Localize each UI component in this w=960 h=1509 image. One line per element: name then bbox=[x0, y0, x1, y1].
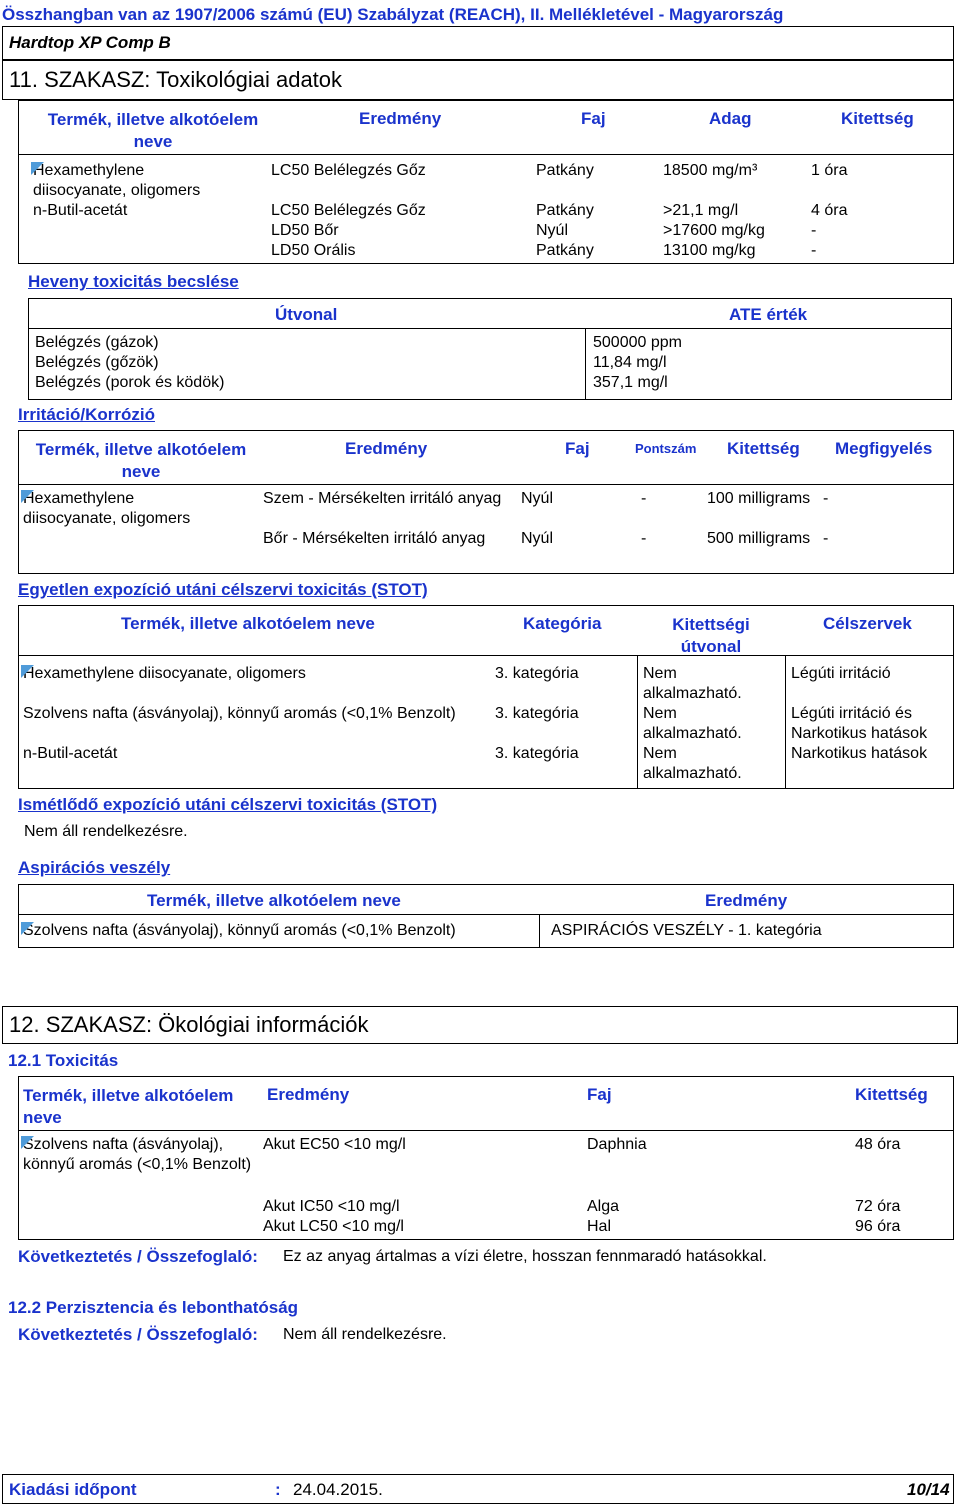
dose-row-1: 18500 mg/m³ bbox=[663, 162, 758, 179]
exposure-row-1: 1 óra bbox=[811, 162, 848, 179]
dose-row-3: >17600 mg/kg bbox=[663, 222, 765, 239]
toxicity-title: 12.1 Toxicitás bbox=[8, 1051, 119, 1070]
ate-title: Heveny toxicitás becslése bbox=[28, 272, 239, 291]
irritation-header-species: Faj bbox=[565, 439, 590, 458]
exposure-row-4: - bbox=[811, 242, 817, 259]
section-12-title: 12. SZAKASZ: Ökológiai információk bbox=[9, 1012, 369, 1037]
ate-table bbox=[28, 298, 952, 400]
component-hdi-oligomers: Hexamethylene diisocyanate, oligomers bbox=[33, 161, 223, 201]
irritation-score-1: - bbox=[641, 490, 647, 507]
stot-component-naphtha: Szolvens nafta (ásványolaj), könnyű aromás (<0,1% Benzolt) bbox=[23, 705, 456, 722]
aspiration-header-component: Termék, illetve alkotóelem neve bbox=[147, 891, 401, 910]
stot-route-2: Nem alkalmazható. bbox=[643, 705, 742, 742]
product-name: Hardtop XP Comp B bbox=[9, 33, 171, 52]
page-number: 10/14 bbox=[907, 1480, 950, 1499]
aspiration-component: Szolvens nafta (ásványolaj), könnyű aromás (<0,1% Benzolt) bbox=[23, 921, 957, 941]
stot-repeat-text: Nem áll rendelkezésre. bbox=[24, 823, 188, 840]
irritation-table bbox=[18, 430, 954, 574]
ate-value-vapour: 11,84 mg/l bbox=[593, 354, 667, 371]
stot-target-2a: Légúti irritáció és bbox=[791, 705, 912, 722]
eco-result-3: Akut LC50 <10 mg/l bbox=[263, 1218, 404, 1235]
irritation-header-observation: Megfigyelés bbox=[835, 439, 933, 458]
stot-route-3: Nem alkalmazható. bbox=[643, 745, 742, 782]
aspiration-table bbox=[18, 884, 954, 948]
result-row-4: LD50 Orális bbox=[271, 242, 356, 259]
stot-target-2b: Narkotikus hatások bbox=[791, 725, 928, 742]
eco-component: Szolvens nafta (ásványolaj), könnyű aromás (<0,1% Benzolt) bbox=[23, 1136, 252, 1173]
eco-header-result: Eredmény bbox=[267, 1085, 350, 1104]
aspiration-result: ASPIRÁCIÓS VESZÉLY - 1. kategória bbox=[551, 922, 822, 939]
product-header-box bbox=[2, 26, 954, 60]
irritation-observation-2: - bbox=[823, 530, 829, 547]
regulation-title: Összhangban van az 1907/2006 számú (EU) Szabályzat (REACH), II. Mellékletével - Magyarország bbox=[2, 5, 784, 24]
persistence-conclusion-label: Következtetés / Összefoglaló: bbox=[18, 1325, 258, 1344]
species-row-4: Patkány bbox=[536, 242, 594, 259]
irritation-header-exposure: Kitettség bbox=[727, 439, 800, 458]
footer-date: 24.04.2015. bbox=[293, 1480, 383, 1499]
dose-row-4: 13100 mg/kg bbox=[663, 242, 756, 259]
ate-value-dust: 357,1 mg/l bbox=[593, 374, 668, 391]
stot-target-1: Légúti irritáció bbox=[791, 665, 891, 682]
component-n-butyl-acetate: n-Butil-acetát bbox=[33, 202, 128, 219]
stot-component-hdi: Hexamethylene diisocyanate, oligomers bbox=[23, 664, 957, 684]
stot-repeat-title: Ismétlődő expozíció utáni célszervi toxicitás (STOT) bbox=[18, 795, 438, 814]
stot-single-table bbox=[18, 605, 954, 789]
stot-header-category: Kategória bbox=[523, 614, 602, 633]
result-row-3: LD50 Bőr bbox=[271, 222, 339, 239]
section-11-title: 11. SZAKASZ: Toxikológiai adatok bbox=[9, 67, 343, 92]
exposure-row-2: 4 óra bbox=[811, 202, 848, 219]
column-header-dose: Adag bbox=[709, 109, 752, 128]
column-header-exposure: Kitettség bbox=[841, 109, 914, 128]
persistence-title: 12.2 Perzisztencia és lebonthatóság bbox=[8, 1298, 299, 1317]
footer-date-label: Kiadási időpont bbox=[9, 1480, 137, 1499]
persistence-conclusion-text: Nem áll rendelkezésre. bbox=[283, 1326, 447, 1343]
irritation-species-1: Nyúl bbox=[521, 490, 554, 507]
irritation-observation-1: - bbox=[823, 490, 829, 507]
footer bbox=[2, 1474, 954, 1504]
ate-value-gas: 500000 ppm bbox=[593, 334, 682, 351]
column-header-species: Faj bbox=[581, 109, 606, 128]
stot-category-1: 3. kategória bbox=[495, 665, 579, 682]
species-row-3: Nyúl bbox=[536, 222, 569, 239]
irritation-component: Hexamethylene diisocyanate, oligomers bbox=[23, 489, 229, 529]
ate-header-route: Útvonal bbox=[275, 305, 338, 324]
stot-target-3: Narkotikus hatások bbox=[791, 745, 928, 762]
ate-route-gas: Belégzés (gázok) bbox=[35, 334, 159, 351]
irritation-result-eye: Szem - Mérsékelten irritáló anyag bbox=[263, 490, 502, 507]
irritation-species-2: Nyúl bbox=[521, 530, 554, 547]
ate-route-dust: Belégzés (porok és ködök) bbox=[35, 374, 225, 391]
eco-exposure-1: 48 óra bbox=[855, 1136, 901, 1153]
irritation-result-skin: Bőr - Mérsékelten irritáló anyag bbox=[263, 530, 486, 547]
eco-species-2: Alga bbox=[587, 1198, 620, 1215]
section-11-header bbox=[2, 60, 954, 100]
footer-colon: : bbox=[275, 1480, 281, 1499]
eco-species-3: Hal bbox=[587, 1218, 612, 1235]
result-row-1: LC50 Belélegzés Gőz bbox=[271, 162, 426, 179]
aspiration-title: Aspirációs veszély bbox=[18, 858, 171, 877]
acute-toxicity-table bbox=[18, 100, 954, 264]
eco-exposure-3: 96 óra bbox=[855, 1218, 901, 1235]
irritation-header-score: Pontszám bbox=[635, 441, 697, 456]
irritation-title: Irritáció/Korrózió bbox=[18, 405, 155, 424]
irritation-exposure-1: 100 milligrams bbox=[707, 490, 811, 507]
eco-exposure-2: 72 óra bbox=[855, 1198, 901, 1215]
stot-header-target: Célszervek bbox=[823, 614, 912, 633]
eco-species-1: Daphnia bbox=[587, 1136, 647, 1153]
stot-category-3: 3. kategória bbox=[495, 745, 579, 762]
result-row-2: LC50 Belélegzés Gőz bbox=[271, 202, 426, 219]
irritation-header-result: Eredmény bbox=[345, 439, 428, 458]
eco-header-species: Faj bbox=[587, 1085, 612, 1104]
eco-result-2: Akut IC50 <10 mg/l bbox=[263, 1198, 400, 1215]
dose-row-2: >21,1 mg/l bbox=[663, 202, 739, 219]
ate-header-row bbox=[29, 299, 951, 329]
eco-result-1: Akut EC50 <10 mg/l bbox=[263, 1136, 406, 1153]
stot-route-1: Nem alkalmazható. bbox=[643, 665, 742, 702]
eco-header-component: Termék, illetve alkotóelem neve bbox=[23, 1086, 234, 1127]
stot-header-component: Termék, illetve alkotóelem neve bbox=[121, 614, 375, 633]
exposure-row-3: - bbox=[811, 222, 817, 239]
aspiration-header-result: Eredmény bbox=[705, 891, 788, 910]
ate-divider bbox=[585, 329, 586, 399]
eco-header-exposure: Kitettség bbox=[855, 1085, 928, 1104]
stot-component-n-butyl: n-Butil-acetát bbox=[23, 745, 118, 762]
toxicity-conclusion-label: Következtetés / Összefoglaló: bbox=[18, 1247, 258, 1266]
stot-single-title: Egyetlen expozíció utáni célszervi toxicitás (STOT) bbox=[18, 580, 428, 599]
irritation-header-component: Termék, illetve alkotóelem neve bbox=[35, 440, 247, 481]
stot-header-route: Kitettségi útvonal bbox=[672, 615, 750, 656]
column-header-component: Termék, illetve alkotóelem neve bbox=[47, 110, 259, 151]
species-row-1: Patkány bbox=[536, 162, 594, 179]
species-row-2: Patkány bbox=[536, 202, 594, 219]
irritation-score-2: - bbox=[641, 530, 647, 547]
stot-category-2: 3. kategória bbox=[495, 705, 579, 722]
irritation-exposure-2: 500 milligrams bbox=[707, 530, 811, 547]
section-12-header bbox=[2, 1006, 958, 1044]
eco-toxicity-table bbox=[18, 1076, 954, 1240]
ate-route-vapour: Belégzés (gőzök) bbox=[35, 354, 159, 371]
toxicity-conclusion-text: Ez az anyag ártalmas a vízi életre, hosszan fennmaradó hatásokkal. bbox=[283, 1248, 767, 1265]
column-header-result: Eredmény bbox=[359, 109, 442, 128]
ate-header-value: ATE érték bbox=[729, 305, 808, 324]
